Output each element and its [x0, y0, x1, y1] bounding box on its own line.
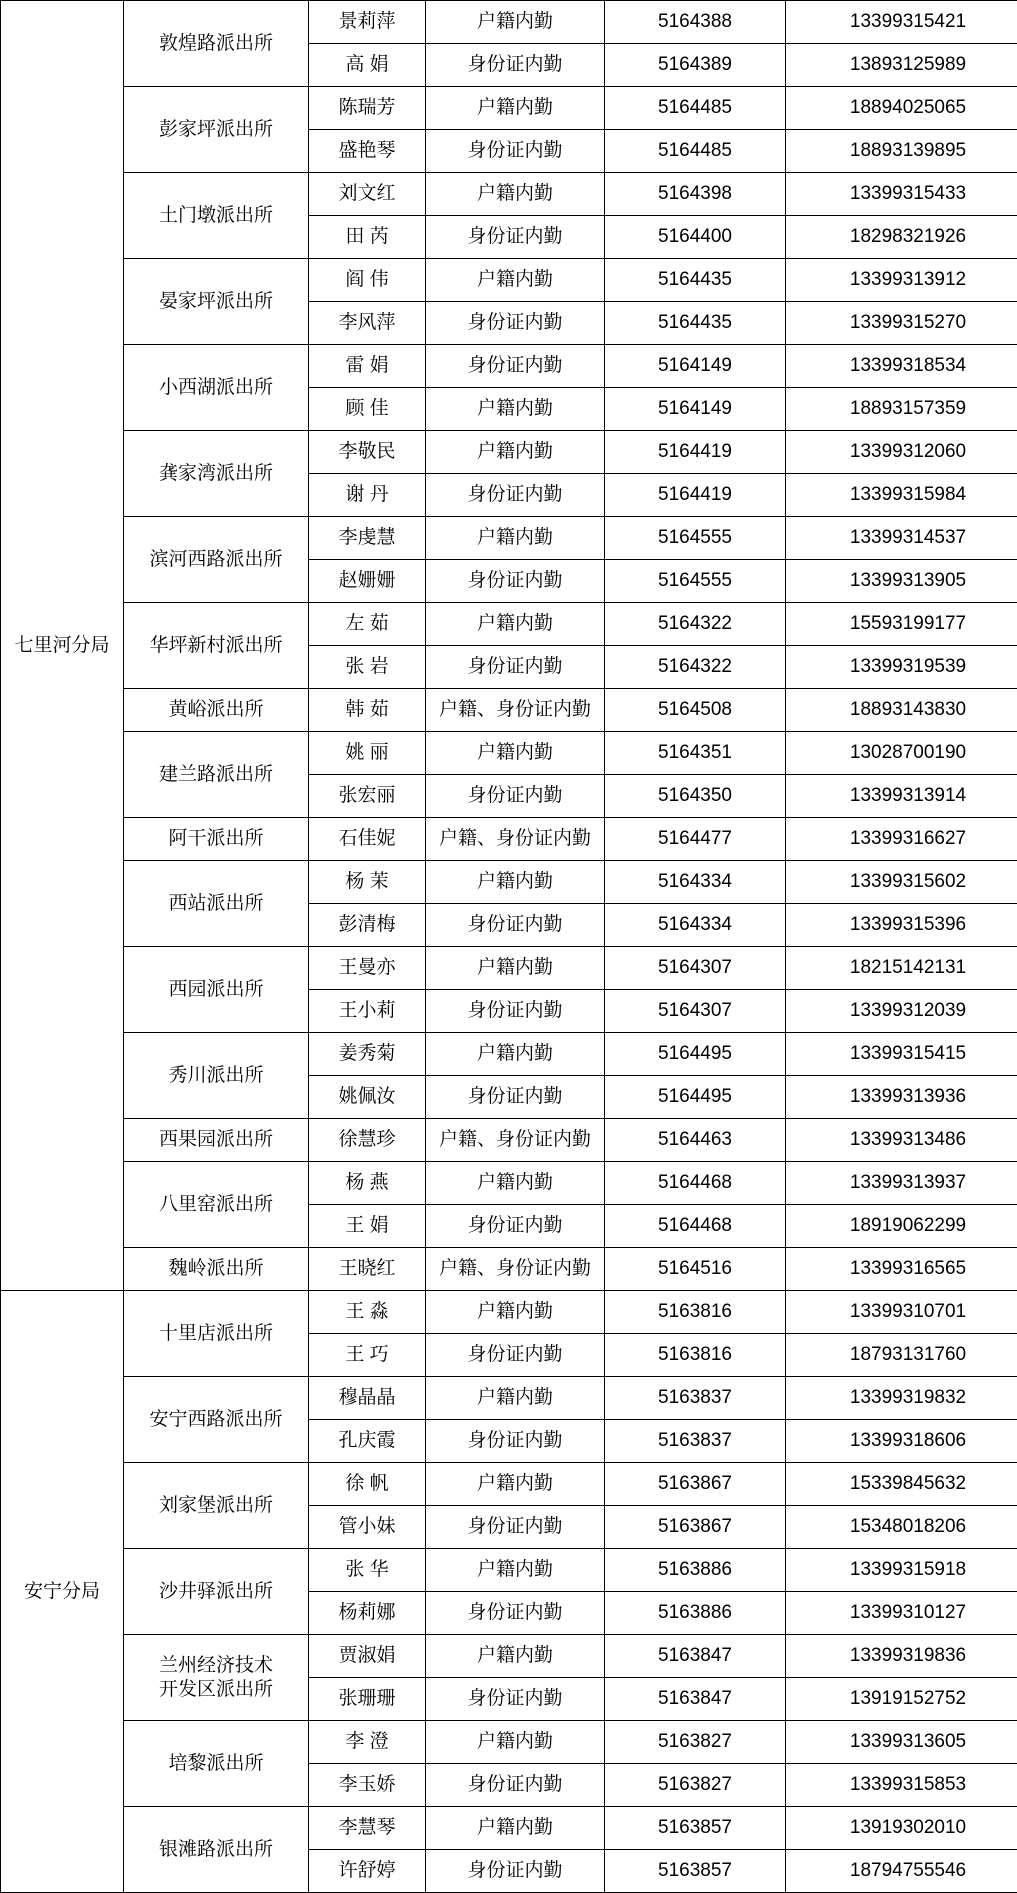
duty-cell: 户籍内勤 [426, 1162, 605, 1205]
phone-number-cell: 13399318606 [786, 1420, 1017, 1463]
extension-cell: 5164398 [605, 173, 786, 216]
extension-cell: 5164389 [605, 44, 786, 87]
person-name-cell: 陈瑞芳 [309, 87, 426, 130]
extension-cell: 5163827 [605, 1764, 786, 1807]
duty-cell: 户籍内勤 [426, 732, 605, 775]
person-name-cell: 杨 茉 [309, 861, 426, 904]
phone-number-cell: 13399310127 [786, 1592, 1017, 1635]
phone-number-cell: 18893143830 [786, 689, 1017, 732]
phone-number-cell: 13399313936 [786, 1076, 1017, 1119]
phone-number-cell: 18893139895 [786, 130, 1017, 173]
person-name-cell: 贾淑娟 [309, 1635, 426, 1678]
person-name-cell: 王小莉 [309, 990, 426, 1033]
extension-cell: 5164419 [605, 431, 786, 474]
phone-number-cell: 13919152752 [786, 1678, 1017, 1721]
table-row [1, 947, 1017, 990]
phone-number-cell: 13399313914 [786, 775, 1017, 818]
phone-number-cell: 15348018206 [786, 1506, 1017, 1549]
extension-cell: 5164555 [605, 560, 786, 603]
extension-cell: 5164516 [605, 1248, 786, 1291]
person-name-cell: 管小妹 [309, 1506, 426, 1549]
duty-cell: 身份证内勤 [426, 302, 605, 345]
extension-cell: 5163837 [605, 1377, 786, 1420]
person-name-cell: 张 岩 [309, 646, 426, 689]
table-row [1, 431, 1017, 474]
person-name-cell: 王 娟 [309, 1205, 426, 1248]
person-name-cell: 王 巧 [309, 1334, 426, 1377]
extension-cell: 5164419 [605, 474, 786, 517]
extension-cell: 5164555 [605, 517, 786, 560]
phone-number-cell: 13399315602 [786, 861, 1017, 904]
person-name-cell: 姚佩汝 [309, 1076, 426, 1119]
phone-number-cell: 13399313905 [786, 560, 1017, 603]
extension-cell: 5163857 [605, 1850, 786, 1893]
person-name-cell: 张 华 [309, 1549, 426, 1592]
person-name-cell: 田 芮 [309, 216, 426, 259]
duty-cell: 身份证内勤 [426, 1076, 605, 1119]
extension-cell: 5164485 [605, 130, 786, 173]
extension-cell: 5164463 [605, 1119, 786, 1162]
extension-cell: 5163867 [605, 1463, 786, 1506]
phone-number-cell: 18215142131 [786, 947, 1017, 990]
duty-cell: 户籍内勤 [426, 87, 605, 130]
person-name-cell: 杨莉娜 [309, 1592, 426, 1635]
duty-cell: 身份证内勤 [426, 1678, 605, 1721]
phone-number-cell: 13893125989 [786, 44, 1017, 87]
extension-cell: 5164400 [605, 216, 786, 259]
duty-cell: 户籍、身份证内勤 [426, 818, 605, 861]
person-name-cell: 王曼亦 [309, 947, 426, 990]
phone-number-cell: 13399310701 [786, 1291, 1017, 1334]
duty-cell: 户籍内勤 [426, 861, 605, 904]
extension-cell: 5164149 [605, 388, 786, 431]
duty-cell: 身份证内勤 [426, 1506, 605, 1549]
person-name-cell: 顾 佳 [309, 388, 426, 431]
extension-cell: 5164477 [605, 818, 786, 861]
extension-cell: 5164495 [605, 1076, 786, 1119]
station-name-cell: 西园派出所 [124, 947, 309, 1033]
extension-cell: 5164435 [605, 302, 786, 345]
bureau-cell: 七里河分局 [1, 1, 124, 1291]
station-name-cell: 八里窑派出所 [124, 1162, 309, 1248]
phone-number-cell: 13399313605 [786, 1721, 1017, 1764]
person-name-cell: 张宏丽 [309, 775, 426, 818]
person-name-cell: 雷 娟 [309, 345, 426, 388]
duty-cell: 户籍内勤 [426, 947, 605, 990]
person-name-cell: 盛艳琴 [309, 130, 426, 173]
phone-number-cell: 13399312039 [786, 990, 1017, 1033]
extension-cell: 5164307 [605, 990, 786, 1033]
station-name-cell: 彭家坪派出所 [124, 87, 309, 173]
bureau-cell: 安宁分局 [1, 1291, 124, 1893]
person-name-cell: 高 娟 [309, 44, 426, 87]
duty-cell: 户籍内勤 [426, 1549, 605, 1592]
table-row [1, 1162, 1017, 1205]
table-row [1, 1549, 1017, 1592]
phone-number-cell: 13399319539 [786, 646, 1017, 689]
duty-cell: 身份证内勤 [426, 216, 605, 259]
extension-cell: 5164149 [605, 345, 786, 388]
person-name-cell: 刘文红 [309, 173, 426, 216]
extension-cell: 5163827 [605, 1721, 786, 1764]
extension-cell: 5164334 [605, 904, 786, 947]
extension-cell: 5164322 [605, 603, 786, 646]
station-name-cell: 滨河西路派出所 [124, 517, 309, 603]
table-row [1, 1635, 1017, 1678]
station-name-cell: 刘家堡派出所 [124, 1463, 309, 1549]
phone-number-cell: 13399318534 [786, 345, 1017, 388]
person-name-cell: 景莉萍 [309, 1, 426, 44]
phone-number-cell: 13399315984 [786, 474, 1017, 517]
extension-cell: 5164350 [605, 775, 786, 818]
phone-number-cell: 18794755546 [786, 1850, 1017, 1893]
station-name-cell: 银滩路派出所 [124, 1807, 309, 1893]
table-row [1, 1463, 1017, 1506]
table-row [1, 603, 1017, 646]
extension-cell: 5163837 [605, 1420, 786, 1463]
table-row [1, 818, 1017, 861]
person-name-cell: 徐 帆 [309, 1463, 426, 1506]
table-row [1, 1721, 1017, 1764]
duty-cell: 户籍内勤 [426, 1377, 605, 1420]
person-name-cell: 姜秀菊 [309, 1033, 426, 1076]
person-name-cell: 韩 茹 [309, 689, 426, 732]
station-name-cell: 秀川派出所 [124, 1033, 309, 1119]
phone-number-cell: 13399315853 [786, 1764, 1017, 1807]
phone-number-cell: 13399313912 [786, 259, 1017, 302]
station-name-cell: 西站派出所 [124, 861, 309, 947]
duty-cell: 户籍内勤 [426, 431, 605, 474]
person-name-cell: 赵姗姗 [309, 560, 426, 603]
person-name-cell: 杨 燕 [309, 1162, 426, 1205]
phone-number-cell: 15339845632 [786, 1463, 1017, 1506]
phone-number-cell: 13399315270 [786, 302, 1017, 345]
extension-cell: 5164485 [605, 87, 786, 130]
phone-number-cell: 13919302010 [786, 1807, 1017, 1850]
extension-cell: 5164468 [605, 1162, 786, 1205]
phone-number-cell: 15593199177 [786, 603, 1017, 646]
person-name-cell: 孔庆霞 [309, 1420, 426, 1463]
person-name-cell: 李慧琴 [309, 1807, 426, 1850]
phone-number-cell: 18793131760 [786, 1334, 1017, 1377]
duty-cell: 户籍、身份证内勤 [426, 689, 605, 732]
extension-cell: 5164307 [605, 947, 786, 990]
duty-cell: 身份证内勤 [426, 775, 605, 818]
station-name-cell: 小西湖派出所 [124, 345, 309, 431]
table-row [1, 517, 1017, 560]
person-name-cell: 彭清梅 [309, 904, 426, 947]
table-row [1, 259, 1017, 302]
duty-cell: 户籍内勤 [426, 1291, 605, 1334]
station-name-cell: 兰州经济技术 开发区派出所 [124, 1635, 309, 1721]
extension-cell: 5163857 [605, 1807, 786, 1850]
table-row [1, 1291, 1017, 1334]
duty-cell: 身份证内勤 [426, 1764, 605, 1807]
person-name-cell: 姚 丽 [309, 732, 426, 775]
table-row [1, 173, 1017, 216]
phone-number-cell: 18894025065 [786, 87, 1017, 130]
station-name-cell: 十里店派出所 [124, 1291, 309, 1377]
phone-number-cell: 13399315415 [786, 1033, 1017, 1076]
person-name-cell: 张珊珊 [309, 1678, 426, 1721]
duty-cell: 身份证内勤 [426, 1205, 605, 1248]
duty-cell: 身份证内勤 [426, 1420, 605, 1463]
phone-number-cell: 13399313486 [786, 1119, 1017, 1162]
phone-number-cell: 13028700190 [786, 732, 1017, 775]
phone-number-cell: 13399315433 [786, 173, 1017, 216]
phone-number-cell: 13399316565 [786, 1248, 1017, 1291]
table-row [1, 1807, 1017, 1850]
person-name-cell: 石佳妮 [309, 818, 426, 861]
station-name-cell: 龚家湾派出所 [124, 431, 309, 517]
duty-cell: 身份证内勤 [426, 560, 605, 603]
station-name-cell: 建兰路派出所 [124, 732, 309, 818]
phone-number-cell: 13399315421 [786, 1, 1017, 44]
station-name-cell: 华坪新村派出所 [124, 603, 309, 689]
station-name-cell: 土门墩派出所 [124, 173, 309, 259]
extension-cell: 5163816 [605, 1291, 786, 1334]
duty-cell: 户籍内勤 [426, 1033, 605, 1076]
duty-cell: 户籍内勤 [426, 603, 605, 646]
extension-cell: 5164388 [605, 1, 786, 44]
extension-cell: 5164508 [605, 689, 786, 732]
extension-cell: 5163847 [605, 1635, 786, 1678]
duty-cell: 身份证内勤 [426, 1592, 605, 1635]
duty-cell: 户籍、身份证内勤 [426, 1248, 605, 1291]
duty-cell: 户籍内勤 [426, 259, 605, 302]
duty-cell: 户籍内勤 [426, 517, 605, 560]
duty-cell: 户籍内勤 [426, 173, 605, 216]
station-name-cell: 阿干派出所 [124, 818, 309, 861]
phone-number-cell: 13399315918 [786, 1549, 1017, 1592]
person-name-cell: 王晓红 [309, 1248, 426, 1291]
person-name-cell: 李敬民 [309, 431, 426, 474]
person-name-cell: 徐慧珍 [309, 1119, 426, 1162]
extension-cell: 5163847 [605, 1678, 786, 1721]
extension-cell: 5164351 [605, 732, 786, 775]
extension-cell: 5164468 [605, 1205, 786, 1248]
station-name-cell: 魏岭派出所 [124, 1248, 309, 1291]
person-name-cell: 李 澄 [309, 1721, 426, 1764]
extension-cell: 5164334 [605, 861, 786, 904]
table-row [1, 1033, 1017, 1076]
duty-cell: 身份证内勤 [426, 990, 605, 1033]
extension-cell: 5163867 [605, 1506, 786, 1549]
phone-number-cell: 18298321926 [786, 216, 1017, 259]
person-name-cell: 左 茹 [309, 603, 426, 646]
station-name-cell: 晏家坪派出所 [124, 259, 309, 345]
person-name-cell: 李虔慧 [309, 517, 426, 560]
station-name-cell: 安宁西路派出所 [124, 1377, 309, 1463]
extension-cell: 5163886 [605, 1549, 786, 1592]
extension-cell: 5163816 [605, 1334, 786, 1377]
station-name-cell: 西果园派出所 [124, 1119, 309, 1162]
duty-cell: 身份证内勤 [426, 646, 605, 689]
table-row [1, 732, 1017, 775]
duty-cell: 户籍内勤 [426, 388, 605, 431]
duty-cell: 身份证内勤 [426, 44, 605, 87]
duty-cell: 户籍内勤 [426, 1463, 605, 1506]
phone-number-cell: 13399319832 [786, 1377, 1017, 1420]
extension-cell: 5164495 [605, 1033, 786, 1076]
station-name-cell: 黄峪派出所 [124, 689, 309, 732]
table-row [1, 689, 1017, 732]
duty-cell: 身份证内勤 [426, 1850, 605, 1893]
person-name-cell: 穆晶晶 [309, 1377, 426, 1420]
duty-cell: 户籍内勤 [426, 1807, 605, 1850]
person-name-cell: 许舒婷 [309, 1850, 426, 1893]
phone-number-cell: 18919062299 [786, 1205, 1017, 1248]
phone-number-cell: 13399314537 [786, 517, 1017, 560]
duty-cell: 身份证内勤 [426, 1334, 605, 1377]
person-name-cell: 李风萍 [309, 302, 426, 345]
phone-number-cell: 13399315396 [786, 904, 1017, 947]
duty-cell: 身份证内勤 [426, 904, 605, 947]
duty-cell: 户籍内勤 [426, 1635, 605, 1678]
duty-cell: 户籍内勤 [426, 1721, 605, 1764]
extension-cell: 5164435 [605, 259, 786, 302]
table-row [1, 345, 1017, 388]
table-row [1, 861, 1017, 904]
table-row [1, 1119, 1017, 1162]
phone-number-cell: 13399316627 [786, 818, 1017, 861]
table-row [1, 1, 1017, 44]
table-row [1, 87, 1017, 130]
phone-number-cell: 13399313937 [786, 1162, 1017, 1205]
duty-cell: 身份证内勤 [426, 130, 605, 173]
duty-cell: 身份证内勤 [426, 345, 605, 388]
person-name-cell: 谢 丹 [309, 474, 426, 517]
duty-cell: 户籍内勤 [426, 1, 605, 44]
table-row [1, 1377, 1017, 1420]
person-name-cell: 李玉娇 [309, 1764, 426, 1807]
duty-cell: 身份证内勤 [426, 474, 605, 517]
extension-cell: 5163886 [605, 1592, 786, 1635]
duty-cell: 户籍、身份证内勤 [426, 1119, 605, 1162]
person-name-cell: 王 淼 [309, 1291, 426, 1334]
table-row [1, 1248, 1017, 1291]
station-name-cell: 沙井驿派出所 [124, 1549, 309, 1635]
station-name-cell: 敦煌路派出所 [124, 1, 309, 87]
phone-number-cell: 13399319836 [786, 1635, 1017, 1678]
station-name-cell: 培黎派出所 [124, 1721, 309, 1807]
phone-number-cell: 18893157359 [786, 388, 1017, 431]
person-name-cell: 阎 伟 [309, 259, 426, 302]
phone-number-cell: 13399312060 [786, 431, 1017, 474]
extension-cell: 5164322 [605, 646, 786, 689]
